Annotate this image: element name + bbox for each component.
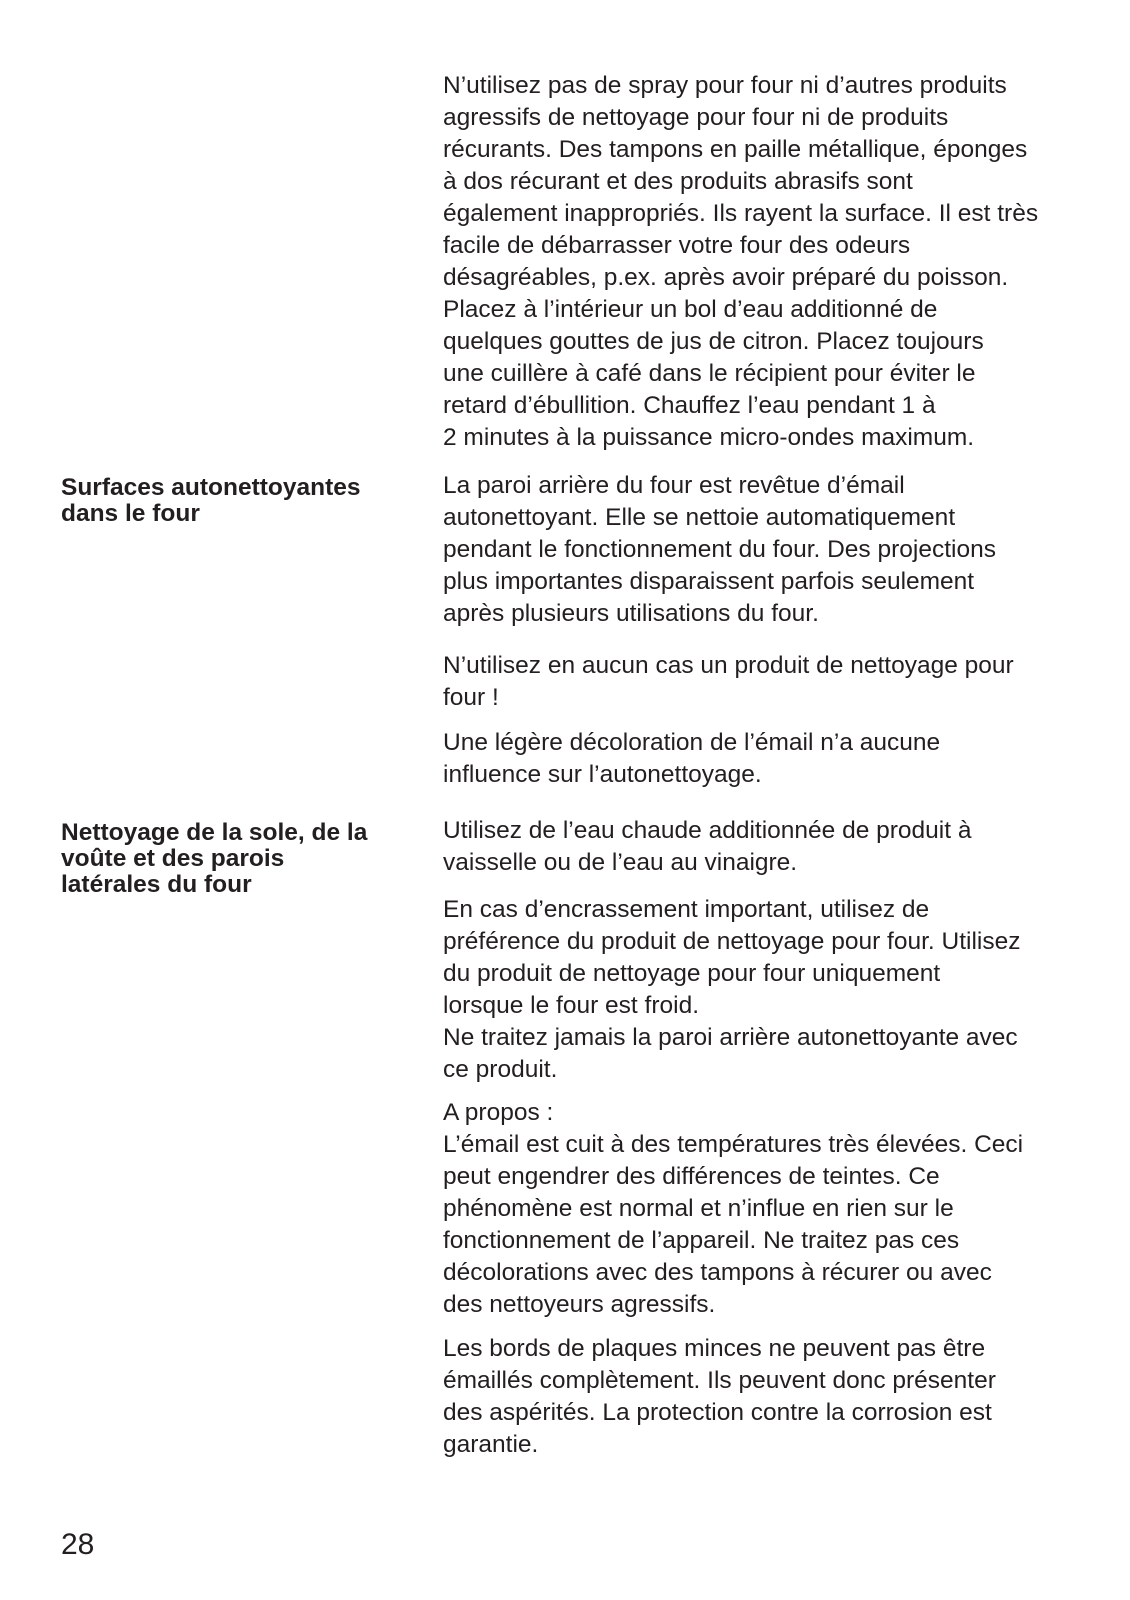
- intro-block: [443, 70, 1083, 454]
- section-floor-cleaning-heading-block: [61, 820, 401, 898]
- section-heading-self-cleaning: Surfaces autonettoyantes dans le four: [61, 474, 361, 527]
- section-floor-cleaning-body-2: [443, 894, 1083, 1086]
- page-number: 28: [61, 1528, 95, 1561]
- section-heading-floor-cleaning: Nettoyage de la sole, de la voûte et des parois latérales du four: [61, 819, 368, 898]
- section-self-cleaning-heading-block: [61, 475, 401, 527]
- section-floor-cleaning-body-3: [443, 1097, 1083, 1321]
- floor-cleaning-paragraph-3: A propos : L’émail est cuit à des températures très élevées. Ceci peut engendrer des différences de teintes. Ce phénomène est normal et n’influe en rien sur le fonctionnement de l’appareil. Ne traitez pas ces décolorations avec des tampons à récurer ou avec des nettoyeurs agressifs.: [443, 1099, 1024, 1318]
- floor-cleaning-paragraph-4: Les bords de plaques minces ne peuvent pas être émaillés complètement. Ils peuvent donc présenter des aspérités. La protection contre la corrosion est garantie.: [443, 1335, 996, 1458]
- self-cleaning-paragraph-1: La paroi arrière du four est revêtue d’émail autonettoyant. Elle se nettoie automatiquement pendant le fonctionnement du four. Des projections plus importantes disparaissent parfois seulement après plusieurs utilisations du four.: [443, 472, 996, 627]
- floor-cleaning-paragraph-1: Utilisez de l’eau chaude additionnée de produit à vaisselle ou de l’eau au vinaigre.: [443, 817, 972, 876]
- floor-cleaning-paragraph-2: En cas d’encrassement important, utilisez de préférence du produit de nettoyage pour four. Utilisez du produit de nettoyage pour four uniquement lorsque le four est froid. Ne traitez jamais la paroi arrière autonettoyante avec ce produit.: [443, 896, 1021, 1083]
- intro-paragraph: N’utilisez pas de spray pour four ni d’autres produits agressifs de nettoyage pour four ni de produits récurants. Des tampons en paille métallique, éponges à dos récurant et des produits abrasifs sont également inappropriés. Ils rayent la surface. Il est très facile de débarrasser votre four des odeurs désagréables, p.ex. après avoir préparé du poisson. Placez à l’intérieur un bol d’eau additionné de quelques gouttes de jus de citron. Placez toujours une cuillère à café dans le récipient pour éviter le retard d’ébullition. Chauffez l’eau pendant 1 à 2 minutes à la puissance micro-ondes maximum.: [443, 72, 1039, 451]
- self-cleaning-paragraph-3: Une légère décoloration de l’émail n’a aucune influence sur l’autonettoyage.: [443, 729, 941, 788]
- section-self-cleaning-body-3: [443, 727, 1083, 791]
- self-cleaning-paragraph-2: N’utilisez en aucun cas un produit de nettoyage pour four !: [443, 652, 1014, 711]
- section-floor-cleaning-body-4: [443, 1333, 1083, 1461]
- section-self-cleaning-body: [443, 470, 1083, 630]
- section-floor-cleaning-body-1: [443, 815, 1083, 879]
- section-self-cleaning-body-2: [443, 650, 1083, 714]
